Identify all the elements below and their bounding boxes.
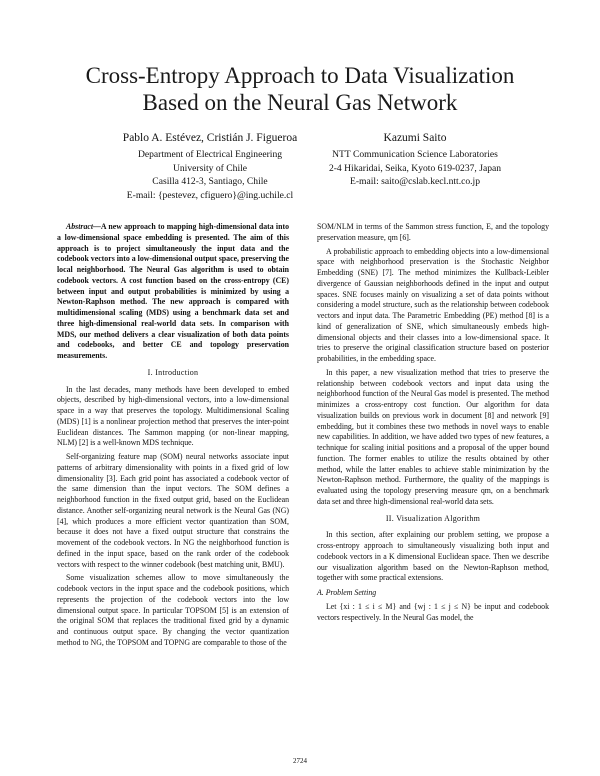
paragraph: A probabilistic approach to embedding objects into a low-dimensional space with neighborhood preservation is the Stochastic Neighbor Embedding (SNE) [7]. The method minimizes the Kullback-Leibler divergence of Gaussian neighborhoods defined in the input and output spaces. SNE focuses mainly on visualizing a set of data points without considering a model structure, such as the relationship between codebook vectors and input data. The Parametric Embedding (PE) method [8] is a kind of generalization of SNE, which simultaneously embeds high-dimensional objects and their classes into a low-dimensional space. It tries to preserve the original classification structure based on posterior probabilities, in the embedding space.: [317, 246, 549, 363]
paragraph: SOM/NLM in terms of the Sammon stress function, E, and the topology preservation measure, qm [6].: [317, 222, 549, 242]
paragraph: Self-organizing feature map (SOM) neural networks associate input patterns of arbitrary dimensionality with points in a fixed grid of low dimensionality [3]. Each grid point has associated a codebook vector of the same dimension than the input vectors. The SOM defines a neighborhood function in the fixed output grid, based on the Euclidean distance. Another self-organizing neural network is the Neural Gas (NG) [4], which produces a more efficient vector quantization than SOM, because it does not have a fixed output structure that constrains the movement of the codebook vectors. In NG the neighborhood function is defined in the input space, based on the rank order of the codebook vectors with respect to the winner codebook (best matching unit, BMU).: [57, 452, 289, 569]
section-heading-introduction: I. Introduction: [147, 367, 199, 377]
abstract-label: Abstract—: [66, 222, 101, 231]
paragraph: Some visualization schemes allow to move simultaneously the codebook vectors in the input space and the codebook positions, which represents the projection of the codebook vectors into the low dimensional output space. In particular TOPSOM [5] is an extension of the original SOM that replaces the traditional fixed grid by a dynamic and continuous output space. By changing the vector quantization method to NG, the TOPSOM and TOPNG are comparable to those of the: [57, 573, 289, 647]
right-column: [317, 222, 549, 626]
paragraph: In this section, after explaining our problem setting, we propose a cross-entropy approach to simultaneously visualizing both input and codebook vectors in a K dimensional Euclidean space. Then we describe our visualization algorithm based on the Newton-Raphson method, together with some practical extensions.: [317, 530, 549, 583]
abstract: [57, 222, 289, 362]
author-block-2: [305, 130, 525, 189]
author-affiliation-1c: Casilla 412-3, Santiago, Chile: [152, 176, 268, 187]
title-line-1: Cross-Entropy Approach to Data Visualization: [85, 63, 515, 88]
author-affiliation-2b: 2-4 Hikaridai, Seika, Kyoto 619-0237, Japan: [328, 162, 502, 174]
author-email-1: E-mail: {pestevez, cfiguero}@ing.uchile.cl: [126, 189, 294, 201]
author-name-1: Pablo A. Estévez, Cristián J. Figueroa: [122, 132, 298, 144]
paragraph: Let {xi : 1 ≤ i ≤ M} and {wj : 1 ≤ j ≤ N} be input and codebook vectors respectively. In the Neural Gas model, the: [317, 601, 549, 622]
author-name-2: Kazumi Saito: [383, 132, 447, 144]
page-number: 2724: [293, 757, 307, 765]
left-column: [57, 222, 289, 652]
title-line-2: Based on the Neural Gas Network: [142, 90, 458, 115]
paragraph: In this paper, a new visualization method that tries to preserve the relationship between codebook vectors and input data using the neighborhood function of the Neural Gas model is presented. The method minimizes a cross-entropy cost function. Our algorithm for data visualization builds on previous work in document [8] and network [9] embedding, but it combines these two methods in novel ways to enable new capabilities. In addition, we have added two types of new features, a technique for scaling initial positions and a proposal of the upper bound function. The former enables to utilize the results obtained by other method, while the latter enables to achieve stable minimization by the Newton-Raphson method. Furthermore, the quality of the mappings is evaluated using the topology preserving measure qm, on a benchmark data set and three high-dimensional real-world data sets.: [317, 367, 549, 506]
author-affiliation-1b: University of Chile: [172, 162, 248, 174]
author-email-2: E-mail: saito@cslab.kecl.ntt.co.jp: [349, 176, 481, 187]
paper-title: [40, 62, 560, 116]
paragraph: In the last decades, many methods have been developed to embed objects, described by high-dimensional vectors, into a low-dimensional space in a way that preserves the topology. Multidimensional Scaling (MDS) [1] is a nonlinear projection method that preserves the inter-point Euclidean distances. The Sammon mapping (or non-linear mapping, NLM) [2] is a well-known MDS technique.: [57, 384, 289, 448]
author-block-1: [110, 130, 310, 202]
section-heading-visualization-algorithm: II. Visualization Algorithm: [385, 513, 481, 523]
author-affiliation-1a: Department of Electrical Engineering: [137, 149, 283, 160]
author-affiliation-2a: NTT Communication Science Laboratories: [332, 149, 498, 160]
abstract-text: A new approach to mapping high-dimensional data into a low-dimensional space embedding is presented. The aim of this approach is to project simultaneously the input data and the codebook vectors into a low-dimensional output space, preserving the local neighborhood. The Neural Gas algorithm is used to obtain codebook vectors. A cost function based on the cross-entropy (CE) between input and output probabilities is minimized by using a Newton-Raphson method. The new approach is compared with multidimensional scaling (MDS) using a benchmark data set and three high-dimensional real-world data sets. In comparison with MDS, our method delivers a clear visualization of both data points and codebooks, and better CE and topology preservation measurements.: [57, 222, 289, 360]
subsection-heading-problem-setting: A. Problem Setting: [317, 588, 377, 597]
